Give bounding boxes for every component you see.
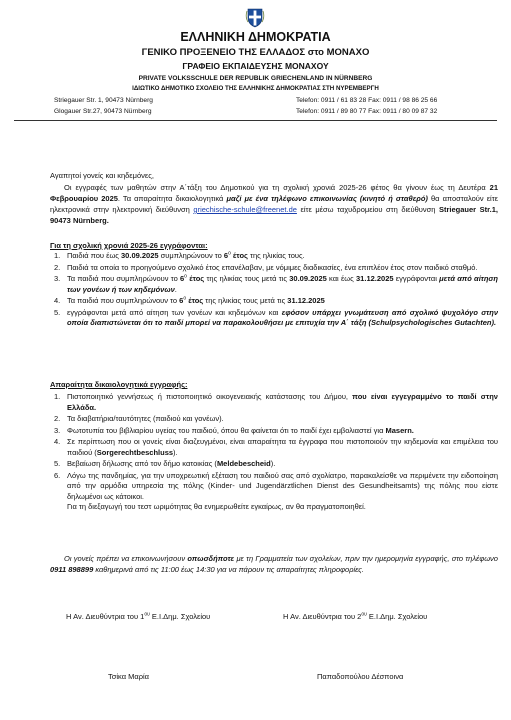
list-item: 5. Βεβαίωση δήλωσης από τον δήμο κατοικίας (Meldebescheid). [54, 459, 276, 468]
list-item: 4. Τα παιδιά που συμπληρώνουν το $6^o$ έτος της ηλικίας τους μετά τις 31.12.2025 [54, 295, 325, 305]
signature-name-1: Τσίκα Μαρία [108, 672, 149, 681]
address-street-2: Glogauer Str.27, 90473 Nürnberg [54, 108, 152, 115]
address-contact-1: Telefon: 0911 / 61 83 28 Fax: 0911 / 98 86 25 66 [296, 97, 438, 104]
intro-text-3: θα αποσταλούν είτε ηλεκτρονικά στην ηλεκτρονική διεύθυνση [50, 194, 499, 214]
intro-paragraph [50, 182, 498, 226]
section2-heading: Απαραίτητα δικαιολογητικά εγγραφής: [50, 380, 188, 389]
list-item: 5. εγγράφονται μετά από αίτηση των γονέων και κηδεμόνων και εφόσον υπάρχει γνωμάτευση από σχολικό ψυχολόγο στην οποία διαπιστώνεται ότι το παιδί μπορεί να παρακολουθήσει με επιτυχία την Α΄ τάξη (Schulpsychologisches Gutachten). [54, 307, 498, 327]
signature-name-2: Παπαδοπούλου Δέσποινα [317, 672, 404, 681]
header-school-de: PRIVATE VOLKSSCHULE DER REPUBLIK GRIECHENLAND IN NÜRNBERG [138, 75, 373, 82]
intro-phone-requirement: μαζί με ένα τηλέφωνο επικοινωνίας (κινητό ή σταθερό) [226, 194, 428, 203]
email-link[interactable]: griechische-schule@freenet.de [193, 205, 297, 214]
intro-text-1: Οι εγγραφές των μαθητών στην Α΄τάξη του Δημοτικού για τη σχολική χρονιά 2025-26 φέτος θα γίνουν έως τη Δευτέρα [64, 183, 490, 192]
list-item: 1. Πιστοποιητικό γεννήσεως ή πιστοποιητικό οικογενειακής κατάστασης του Δήμου, που είναι εγγεγραμμένο το παιδί στην Ελλάδα. [54, 392, 498, 412]
section1-heading: Για τη σχολική χρονιά 2025-26 εγγράφονται: [50, 241, 208, 250]
list-item: 4. Σε περίπτωση που οι γονείς είναι διαζευγμένοι, είναι απαραίτητα τα έγγραφα που πιστοποιούν την κηδεμονία και επιμέλεια του παιδιού (Sorgerechtbeschluss). [54, 437, 498, 457]
test-note: Για τη διεξαγωγή του τεστ ωριμότητας θα ενημερωθείτε εγκαίρως, αν θα πραγματοποιηθεί. [67, 502, 366, 511]
address-contact-2: Telefon: 0911 / 89 80 77 Fax: 0911 / 80 09 87 32 [296, 108, 438, 115]
header-title: ΕΛΛΗΝΙΚΗ ΔΗΜΟΚΡΑΤΙΑ [180, 30, 331, 44]
closing-paragraph: Οι γονείς πρέπει να επικοινωνήσουν οπωσδήποτε με τη Γραμματεία των σχολείων, πριν την ημερομηνία εγγραφής, στο τηλέφωνο 0911 898899 καθημερινά από τις 11:00 έως 14:30 για να πάρουν τις απαραίτητες πληροφορίες. [50, 554, 498, 574]
intro-address: Striegauer Str.1, 90473 Nürnberg. [50, 205, 498, 225]
section1-list [50, 251, 498, 329]
list-item: 3. Τα παιδιά που συμπληρώνουν το $6^o$ έτος της ηλικίας τους μετά τις 30.09.2025 και έως 31.12.2025 εγγράφονται μετά από αίτηση των γονέων ή των κηδεμόνων. [54, 273, 498, 294]
header-divider [14, 120, 497, 121]
signature-role-2: Η Αν. Διευθύντρια του $2^{o\upsilon}$ Ε.Ι.Δημ. Σχολείου [283, 611, 428, 621]
list-item: 2. Τα διαβατήρια/ταυτότητες (παιδιού και γονέων). [54, 414, 224, 423]
header-school-gr: ΙΔΙΩΤΙΚΟ ΔΗΜΟΤΙΚΟ ΣΧΟΛΕΙΟ ΤΗΣ ΕΛΛΗΝΙΚΗΣ ΔΗΜΟΚΡΑΤΙΑΣ ΣΤΗ ΝΥΡΕΜΒΕΡΓΗ [132, 85, 379, 92]
list-item: 1. Παιδιά που έως 30.09.2025 συμπληρώνουν το $6^o$ έτος της ηλικίας τους. [54, 250, 305, 260]
signature-role-1: Η Αν. Διευθύντρια του $1^{o\upsilon}$ Ε.Ι.Δημ. Σχολείου [66, 611, 211, 621]
address-street-1: Striegauer Str. 1, 90473 Nürnberg [54, 97, 153, 104]
list-item: 6. Λόγω της πανδημίας, για την υποχρεωτική εξέταση του παιδιού σας από σχολίατρο, παρακαλείσθε να περιμένετε την ειδοποίηση από την αρμόδια υπηρεσία της πόλης (Kinder- und Jugendärztlichen Dienst des Gesundheitsamts) της πόλης που είστε δηλωμένοι ως κάτοικοι. [54, 470, 498, 501]
header-office: ΓΡΑΦΕΙΟ ΕΚΠΑΙΔΕΥΣΗΣ ΜΟΝΑΧΟΥ [182, 61, 329, 71]
intro-date: 21 Φεβρουαρίου 2025 [50, 183, 498, 203]
intro-text-4: είτε μέσω ταχυδρομείου στη διεύθυνση [296, 205, 439, 214]
section2-list [50, 392, 498, 513]
header-consulate: ΓΕΝΙΚΟ ΠΡΟΞΕΝΕΙΟ ΤΗΣ ΕΛΛΑΔΟΣ στο ΜΟΝΑΧΟ [141, 47, 370, 58]
intro-text-2: . Τα απαραίτητα δικαιολογητικά [117, 194, 227, 203]
list-item: 2. Παιδιά τα οποία το προηγούμενο σχολικό έτος επανέλαβαν, με νόμιμες διαδικασίες, ένα επιπλέον έτος στον παιδικό σταθμό. [54, 262, 478, 272]
greeting: Αγαπητοί γονείς και κηδεμόνες, [50, 171, 154, 180]
list-item: 3. Φωτοτυπία του βιβλιαρίου υγείας του παιδιού, όπου θα φαίνεται ότι το παιδί έχει εμβολιαστεί για Masern. [54, 425, 414, 435]
greek-emblem-icon [244, 6, 266, 28]
